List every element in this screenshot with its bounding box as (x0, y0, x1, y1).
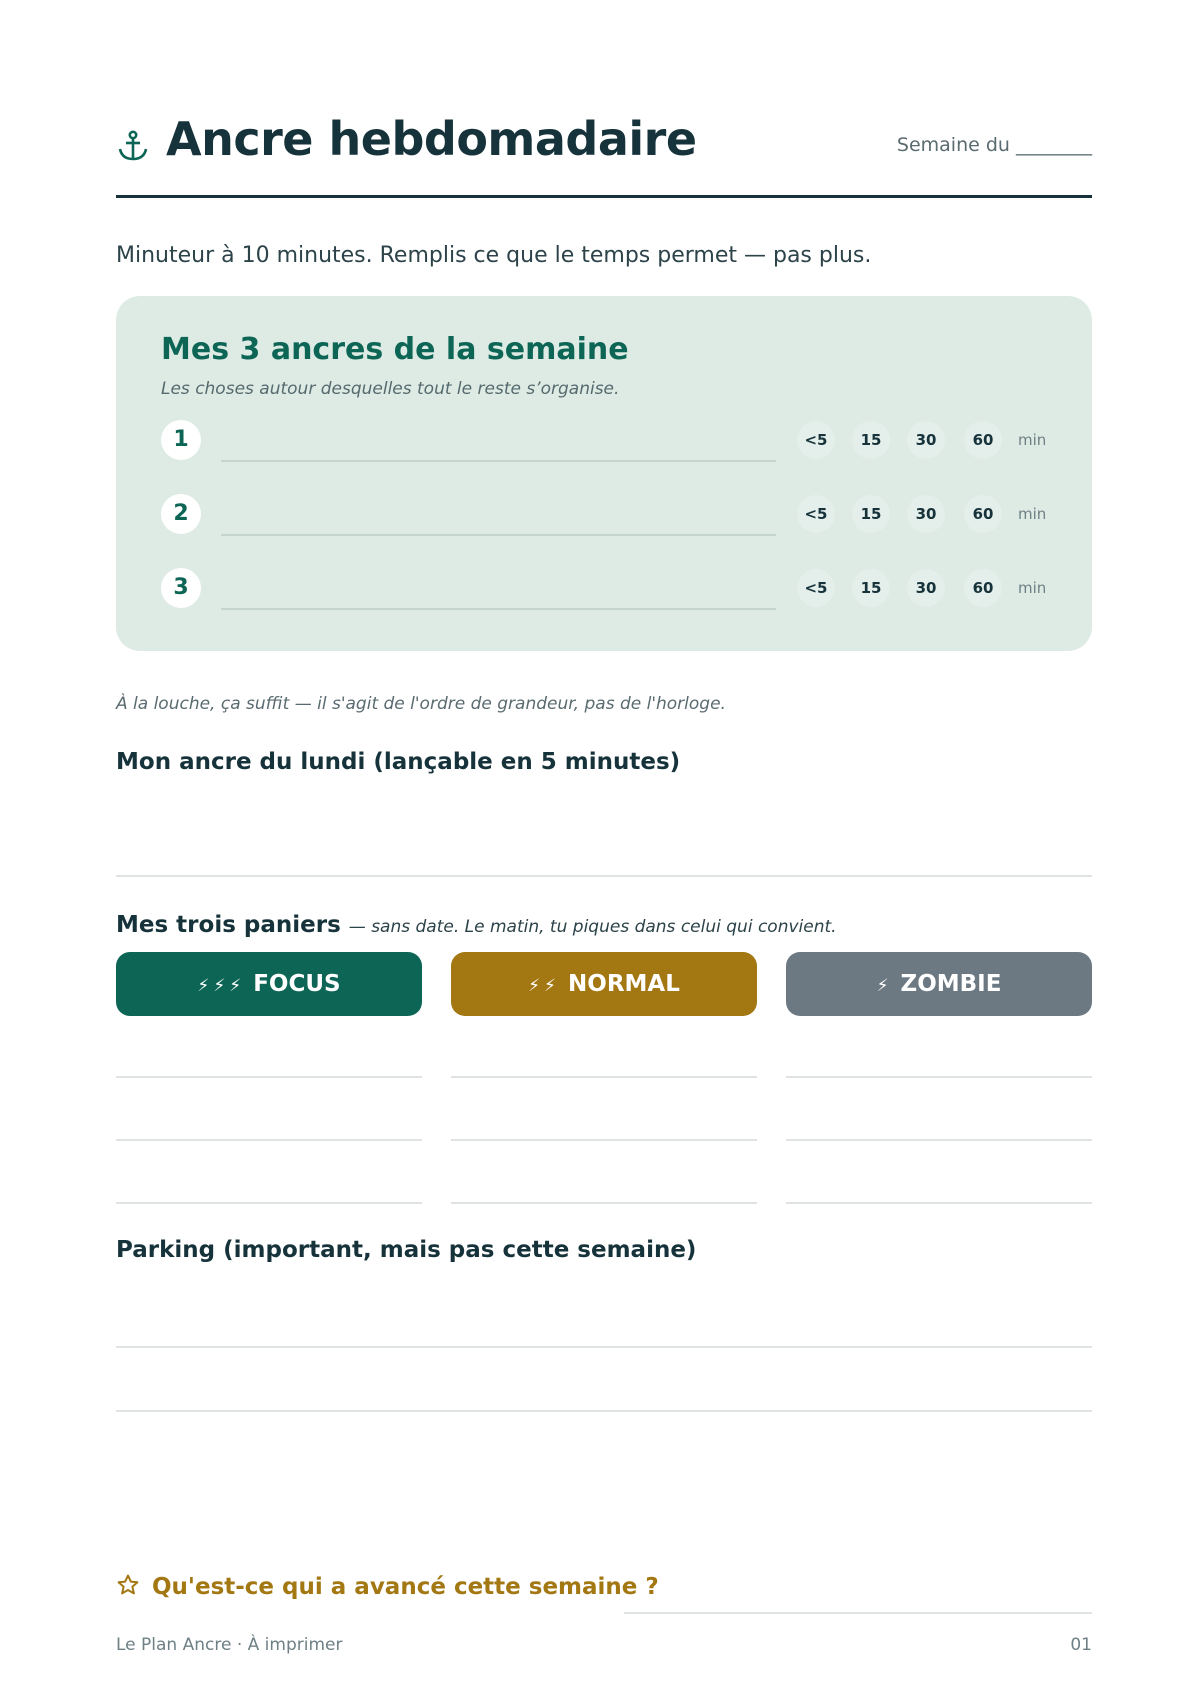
anchor-row (161, 418, 1051, 462)
duration-chip[interactable]: 30 (907, 495, 945, 533)
parking-heading: Parking (important, mais pas cette semaine) (116, 1237, 697, 1263)
anchor-number: 3 (161, 568, 201, 608)
header (116, 112, 1092, 198)
anchors-heading: Mes 3 ancres de la semaine (161, 332, 629, 367)
monday-write-line[interactable] (116, 875, 1092, 877)
duration-chip[interactable]: <5 (797, 495, 835, 533)
basket-label: FOCUS (253, 971, 341, 997)
duration-chip[interactable]: <5 (797, 421, 835, 459)
basket-zombie (786, 952, 1092, 1016)
basket-write-line[interactable] (116, 1076, 422, 1078)
basket-write-line[interactable] (451, 1202, 757, 1204)
review-question: Qu'est-ce qui a avancé cette semaine ? (152, 1574, 659, 1600)
anchor-number: 1 (161, 420, 201, 460)
basket-normal (451, 952, 757, 1016)
duration-chip[interactable]: 15 (852, 569, 890, 607)
basket-write-line[interactable] (786, 1139, 1092, 1141)
baskets-title: Mes trois paniers (116, 912, 341, 938)
monday-heading: Mon ancre du lundi (lançable en 5 minutes) (116, 749, 681, 775)
basket-write-line[interactable] (116, 1202, 422, 1204)
basket-label: ZOMBIE (900, 971, 1002, 997)
estimate-note: À la louche, ça suffit — il s'agit de l'ordre de grandeur, pas de l'horloge. (116, 694, 726, 714)
lightning-bolt-icon: ⚡ (876, 976, 893, 996)
basket-write-line[interactable] (451, 1076, 757, 1078)
basket-label: NORMAL (568, 971, 680, 997)
baskets-heading (116, 912, 837, 938)
anchor-write-line[interactable] (221, 460, 776, 462)
review-write-line[interactable] (624, 1612, 1092, 1614)
anchor-icon (116, 129, 150, 163)
basket-focus (116, 952, 422, 1016)
duration-chip[interactable]: <5 (797, 569, 835, 607)
anchor-row (161, 492, 1051, 536)
anchor-number: 2 (161, 494, 201, 534)
lightning-bolt-icon: ⚡⚡⚡ (197, 976, 246, 996)
basket-write-line[interactable] (116, 1139, 422, 1141)
parking-write-line[interactable] (116, 1410, 1092, 1412)
page-title: Ancre hebdomadaire (166, 112, 697, 166)
parking-write-line[interactable] (116, 1346, 1092, 1348)
lightning-bolt-icon: ⚡⚡ (528, 976, 560, 996)
duration-chip[interactable]: 15 (852, 495, 890, 533)
anchor-write-line[interactable] (221, 608, 776, 610)
anchors-subtitle: Les choses autour desquelles tout le reste s’organise. (161, 379, 620, 399)
duration-chip[interactable]: 30 (907, 421, 945, 459)
duration-unit: min (1018, 431, 1047, 449)
anchor-row (161, 566, 1051, 610)
basket-write-line[interactable] (786, 1076, 1092, 1078)
duration-unit: min (1018, 579, 1047, 597)
duration-unit: min (1018, 505, 1047, 523)
page-number: 01 (1070, 1635, 1092, 1655)
duration-chip[interactable]: 15 (852, 421, 890, 459)
week-date-field[interactable]: Semaine du ________ (896, 134, 1092, 156)
duration-chip[interactable]: 60 (964, 569, 1002, 607)
duration-chip[interactable]: 60 (964, 421, 1002, 459)
duration-chip[interactable]: 60 (964, 495, 1002, 533)
intro-text: Minuteur à 10 minutes. Remplis ce que le temps permet — pas plus. (116, 243, 872, 268)
baskets-aside: — sans date. Le matin, tu piques dans celui qui convient. (348, 917, 837, 937)
basket-write-line[interactable] (451, 1139, 757, 1141)
worksheet-page (116, 0, 1092, 1697)
anchors-panel (116, 296, 1092, 651)
footer-label: Le Plan Ancre · À imprimer (116, 1635, 343, 1655)
star-outline-icon (116, 1573, 140, 1597)
weekly-review (116, 1573, 659, 1600)
duration-chip[interactable]: 30 (907, 569, 945, 607)
basket-write-line[interactable] (786, 1202, 1092, 1204)
anchor-write-line[interactable] (221, 534, 776, 536)
